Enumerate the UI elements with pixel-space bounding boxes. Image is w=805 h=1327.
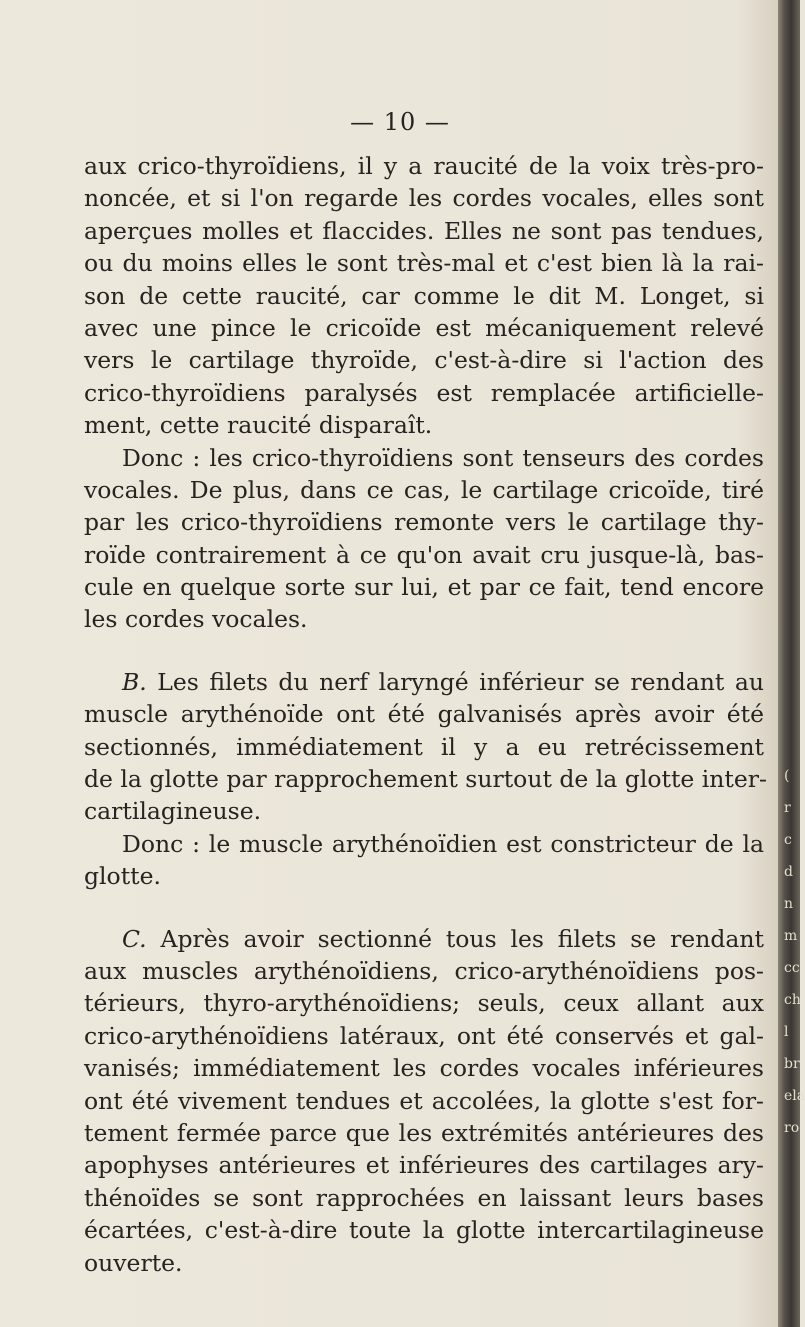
text-line-content: Après avoir sectionné tous les filets se rendant (160, 924, 764, 953)
gutter-fragment: cc (784, 960, 800, 976)
text-line: écartées, c'est-à-dire toute la glotte intercartilagineuse (84, 1216, 764, 1245)
section-spacer (84, 636, 764, 666)
paragraph-2 (84, 442, 764, 636)
text-line: roïde contrairement à ce qu'on avait cru jusque-là, bas- (84, 540, 764, 569)
gutter-fragment: ela (784, 1088, 805, 1104)
text-line: son de cette raucité, car comme le dit M. Longet, si (84, 281, 764, 310)
text-line: ou du moins elles le sont très-mal et c'est bien là la rai- (84, 249, 764, 278)
text-line: noncée, et si l'on regarde les cordes vocales, elles sont (84, 184, 764, 213)
page-number: — 10 — (350, 108, 450, 136)
gutter-fragment: m (784, 928, 798, 944)
text-line: vers le cartilage thyroïde, c'est-à-dire si l'action des (84, 346, 764, 375)
text-line: apophyses antérieures et inférieures des cartilages ary- (84, 1151, 764, 1180)
adjacent-page-fragments (784, 760, 805, 1144)
text-line: aux crico-thyroïdiens, il y a raucité de la voix très-pro- (84, 152, 764, 180)
text-line: Donc : le muscle arythénoïdien est constricteur de la (122, 829, 764, 858)
adjacent-page-edge (778, 0, 805, 1327)
text-line: ment, cette raucité disparaît. (84, 411, 433, 440)
paragraph-c (84, 923, 764, 1279)
gutter-fragment: r (784, 800, 791, 816)
section-label: C. (122, 924, 147, 953)
text-line: crico-thyroïdiens paralysés est remplacée artificielle- (84, 378, 764, 407)
text-line: de la glotte par rapprochement surtout de la glotte inter- (84, 765, 767, 794)
gutter-fragment: br (784, 1056, 800, 1072)
text-line: sectionnés, immédiatement il y a eu retrécissement (84, 732, 764, 761)
text-line: glotte. (84, 862, 161, 891)
section-spacer (84, 893, 764, 923)
text-line: aux muscles arythénoïdiens, crico-arythénoïdiens pos- (84, 956, 764, 985)
text-line: par les crico-thyroïdiens remonte vers le cartilage thy- (84, 508, 764, 537)
gutter-fragment: l (784, 1024, 789, 1040)
gutter-fragment: n (784, 896, 794, 912)
paragraph-conclusion-b (84, 828, 764, 893)
paragraph-b (84, 666, 767, 828)
text-line-content: Les filets du nerf laryngé inférieur se rendant au (157, 667, 764, 696)
text-line: tement fermée parce que les extrémités antérieures des (84, 1118, 764, 1147)
text-line: ouverte. (84, 1248, 183, 1277)
text-line (84, 923, 764, 955)
text-line: vanisés; immédiatement les cordes vocales inférieures (84, 1054, 764, 1083)
text-line: aperçues molles et flaccides. Elles ne sont pas tendues, (84, 216, 764, 245)
text-line: térieurs, thyro-arythénoïdiens; seuls, ceux allant aux (84, 989, 764, 1018)
text-line: crico-arythénoïdiens latéraux, ont été conservés et gal- (84, 1021, 764, 1050)
paragraph-1 (84, 150, 764, 442)
text-line: Donc : les crico-thyroïdiens sont tenseurs des cordes (122, 443, 764, 472)
text-line: muscle arythénoïde ont été galvanisés après avoir été (84, 700, 764, 729)
gutter-fragment: ( (784, 768, 790, 784)
text-line: ont été vivement tendues et accolées, la glotte s'est for- (84, 1086, 764, 1115)
text-line: vocales. De plus, dans ce cas, le cartilage cricoïde, tiré (84, 475, 764, 504)
text-line: avec une pince le cricoïde est mécaniquement relevé (84, 313, 764, 342)
gutter-fragment: ch (784, 992, 801, 1008)
text-line: cartilagineuse. (84, 797, 262, 826)
section-label: B. (122, 667, 147, 696)
text-line: cule en quelque sorte sur lui, et par ce fait, tend encore (84, 573, 764, 602)
text-line (84, 666, 764, 698)
gutter-fragment: ro (784, 1120, 800, 1136)
text-line: les cordes vocales. (84, 605, 308, 634)
gutter-fragment: d (784, 864, 793, 880)
gutter-fragment: c (784, 832, 792, 848)
text-line: thénoïdes se sont rapprochées en laissant leurs bases (84, 1183, 764, 1212)
body-text (84, 150, 767, 1279)
